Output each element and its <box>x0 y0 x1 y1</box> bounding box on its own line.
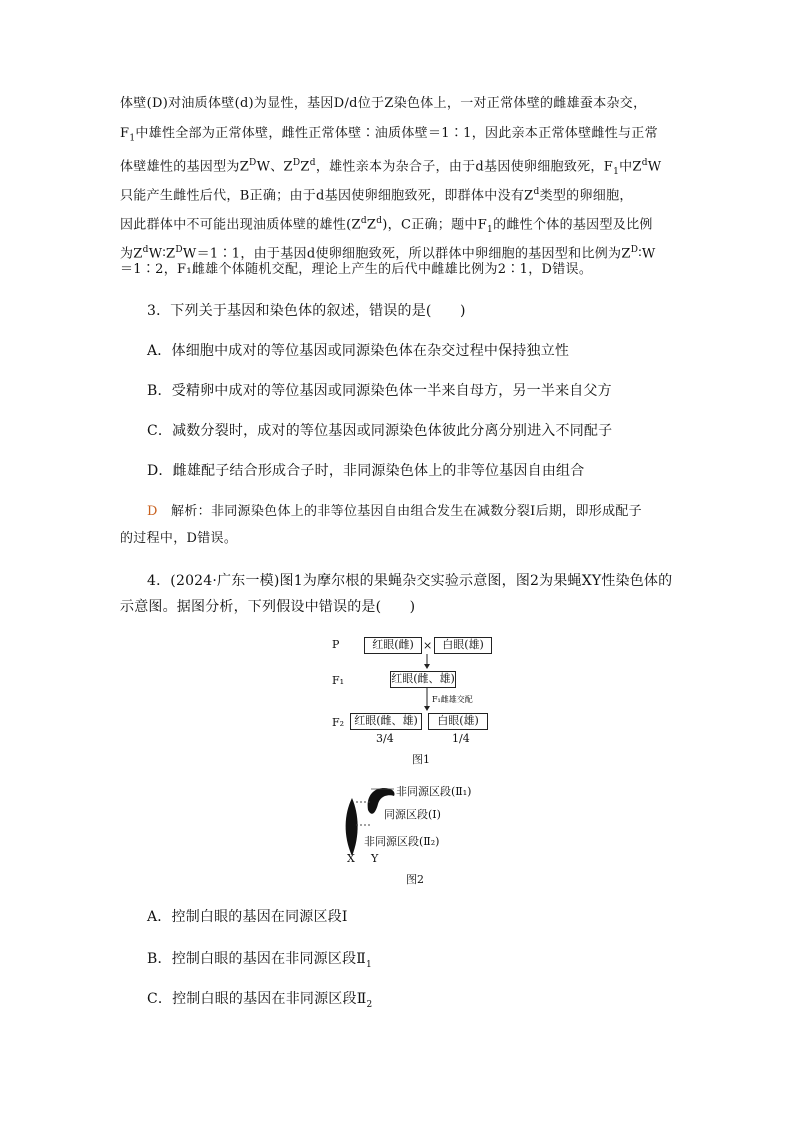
fig1-p-female-box: 红眼(雌) <box>364 637 422 654</box>
fig2-caption: 图2 <box>406 873 424 886</box>
q3-analysis-line-1 <box>147 504 642 520</box>
fig1-f2-right-box: 白眼(雄) <box>428 713 488 730</box>
analysis-line-7: ＝1∶2，F₁雌雄个体随机交配，理论上产生的后代中雌雄比例为2∶1，D错误。 <box>120 262 593 277</box>
q4-option-a: A．控制白眼的基因在同源区段Ⅰ <box>147 909 348 925</box>
figure-2 <box>338 778 498 886</box>
fig1-f1-box: 红眼(雌、雄) <box>390 671 456 688</box>
x-chromosome-shape <box>346 798 358 856</box>
fig1-arrow-2 <box>422 688 432 712</box>
q3-analysis-line-2: 的过程中，D错误。 <box>120 531 238 546</box>
fig1-f1-label: F₁ <box>332 674 345 687</box>
analysis-line-2: $F_1$中雄性全部为正常体壁，雌性正常体壁∶油质体壁＝1∶1，因此亲本正常体壁雌性与正常 <box>120 126 658 144</box>
q4-option-b: B．控制白眼的基因在非同源区段$Ⅱ_1$ <box>147 951 372 970</box>
fig1-p-male-box: 白眼(雄) <box>434 637 492 654</box>
q3-stem: 3．下列关于基因和染色体的叙述，错误的是( ) <box>147 303 466 319</box>
fig2-x-label: X <box>347 852 355 865</box>
analysis-line-4: 只能产生雌性后代，B正确；由于d基因使卵细胞致死，即群体中没有$Z^d$类型的卵细胞， <box>120 187 633 204</box>
q4-stem-line-1: 4．(2024·广东一模)图1为摩尔根的果蝇杂交实验示意图，图2为果蝇XY性染色体的 <box>147 573 673 589</box>
fig1-f2-left-box: 红眼(雌、雄) <box>350 713 422 730</box>
fig1-arrow-1 <box>422 654 432 670</box>
q4-stem-line-2: 示意图。据图分析，下列假设中错误的是( ) <box>120 599 416 615</box>
figure-1 <box>330 634 500 764</box>
analysis-line-5: 因此群体中不可能出现油质体壁的雄性$(Z^dZ^d)$，C正确；题中$F_1$的雌性个体的基因型及比例 <box>120 216 653 235</box>
fig1-ratio-right: 1/4 <box>452 732 470 745</box>
q3-analysis-text: 解析：非同源染色体上的非等位基因自由组合发生在减数分裂Ⅰ后期，即形成配子 <box>171 504 642 519</box>
fig2-label-ii2: 非同源区段(Ⅱ₂) <box>364 835 440 848</box>
fig2-y-label: Y <box>371 852 379 865</box>
fig1-f1-cross-note: F₁雌雄交配 <box>432 695 473 704</box>
q3-answer: D <box>147 504 158 519</box>
q3-option-a: A．体细胞中成对的等位基因或同源染色体在杂交过程中保持独立性 <box>147 343 570 359</box>
fig1-cross-symbol: × <box>423 639 433 652</box>
fig1-ratio-left: 3/4 <box>376 732 394 745</box>
q3-option-b: B．受精卵中成对的等位基因或同源染色体一半来自母方，另一半来自父方 <box>147 383 612 399</box>
q3-option-c: C．减数分裂时，成对的等位基因或同源染色体彼此分离分别进入不同配子 <box>147 423 613 439</box>
q3-option-d: D．雌雄配子结合形成合子时，非同源染色体上的非等位基因自由组合 <box>147 463 585 479</box>
analysis-line-1: 体壁(D)对油质体壁(d)为显性，基因D/d位于Z染色体上，一对正常体壁的雌雄蚕本杂交， <box>120 96 647 111</box>
analysis-line-6: 为$Z^dW∶Z^DW=1∶1$，由于基因d使卵细胞致死，所以群体中卵细胞的基因型和比例为$Z^D∶W$ <box>120 245 656 262</box>
fig1-f2-label: F₂ <box>332 716 345 729</box>
fig1-caption: 图1 <box>412 753 430 766</box>
fig2-label-i: 同源区段(Ⅰ) <box>384 808 441 821</box>
q4-option-c: C．控制白眼的基因在非同源区段$Ⅱ_2$ <box>147 991 373 1010</box>
analysis-line-3: 体壁雄性的基因型为$Z^DW$、$Z^DZ^d$，雄性亲本为杂合子，由于d基因使卵细胞致死，$F_1$中$Z^dW$ <box>120 158 662 177</box>
fig2-label-ii1: 非同源区段(Ⅱ₁) <box>396 785 472 798</box>
fig1-p-label: P <box>332 638 340 651</box>
